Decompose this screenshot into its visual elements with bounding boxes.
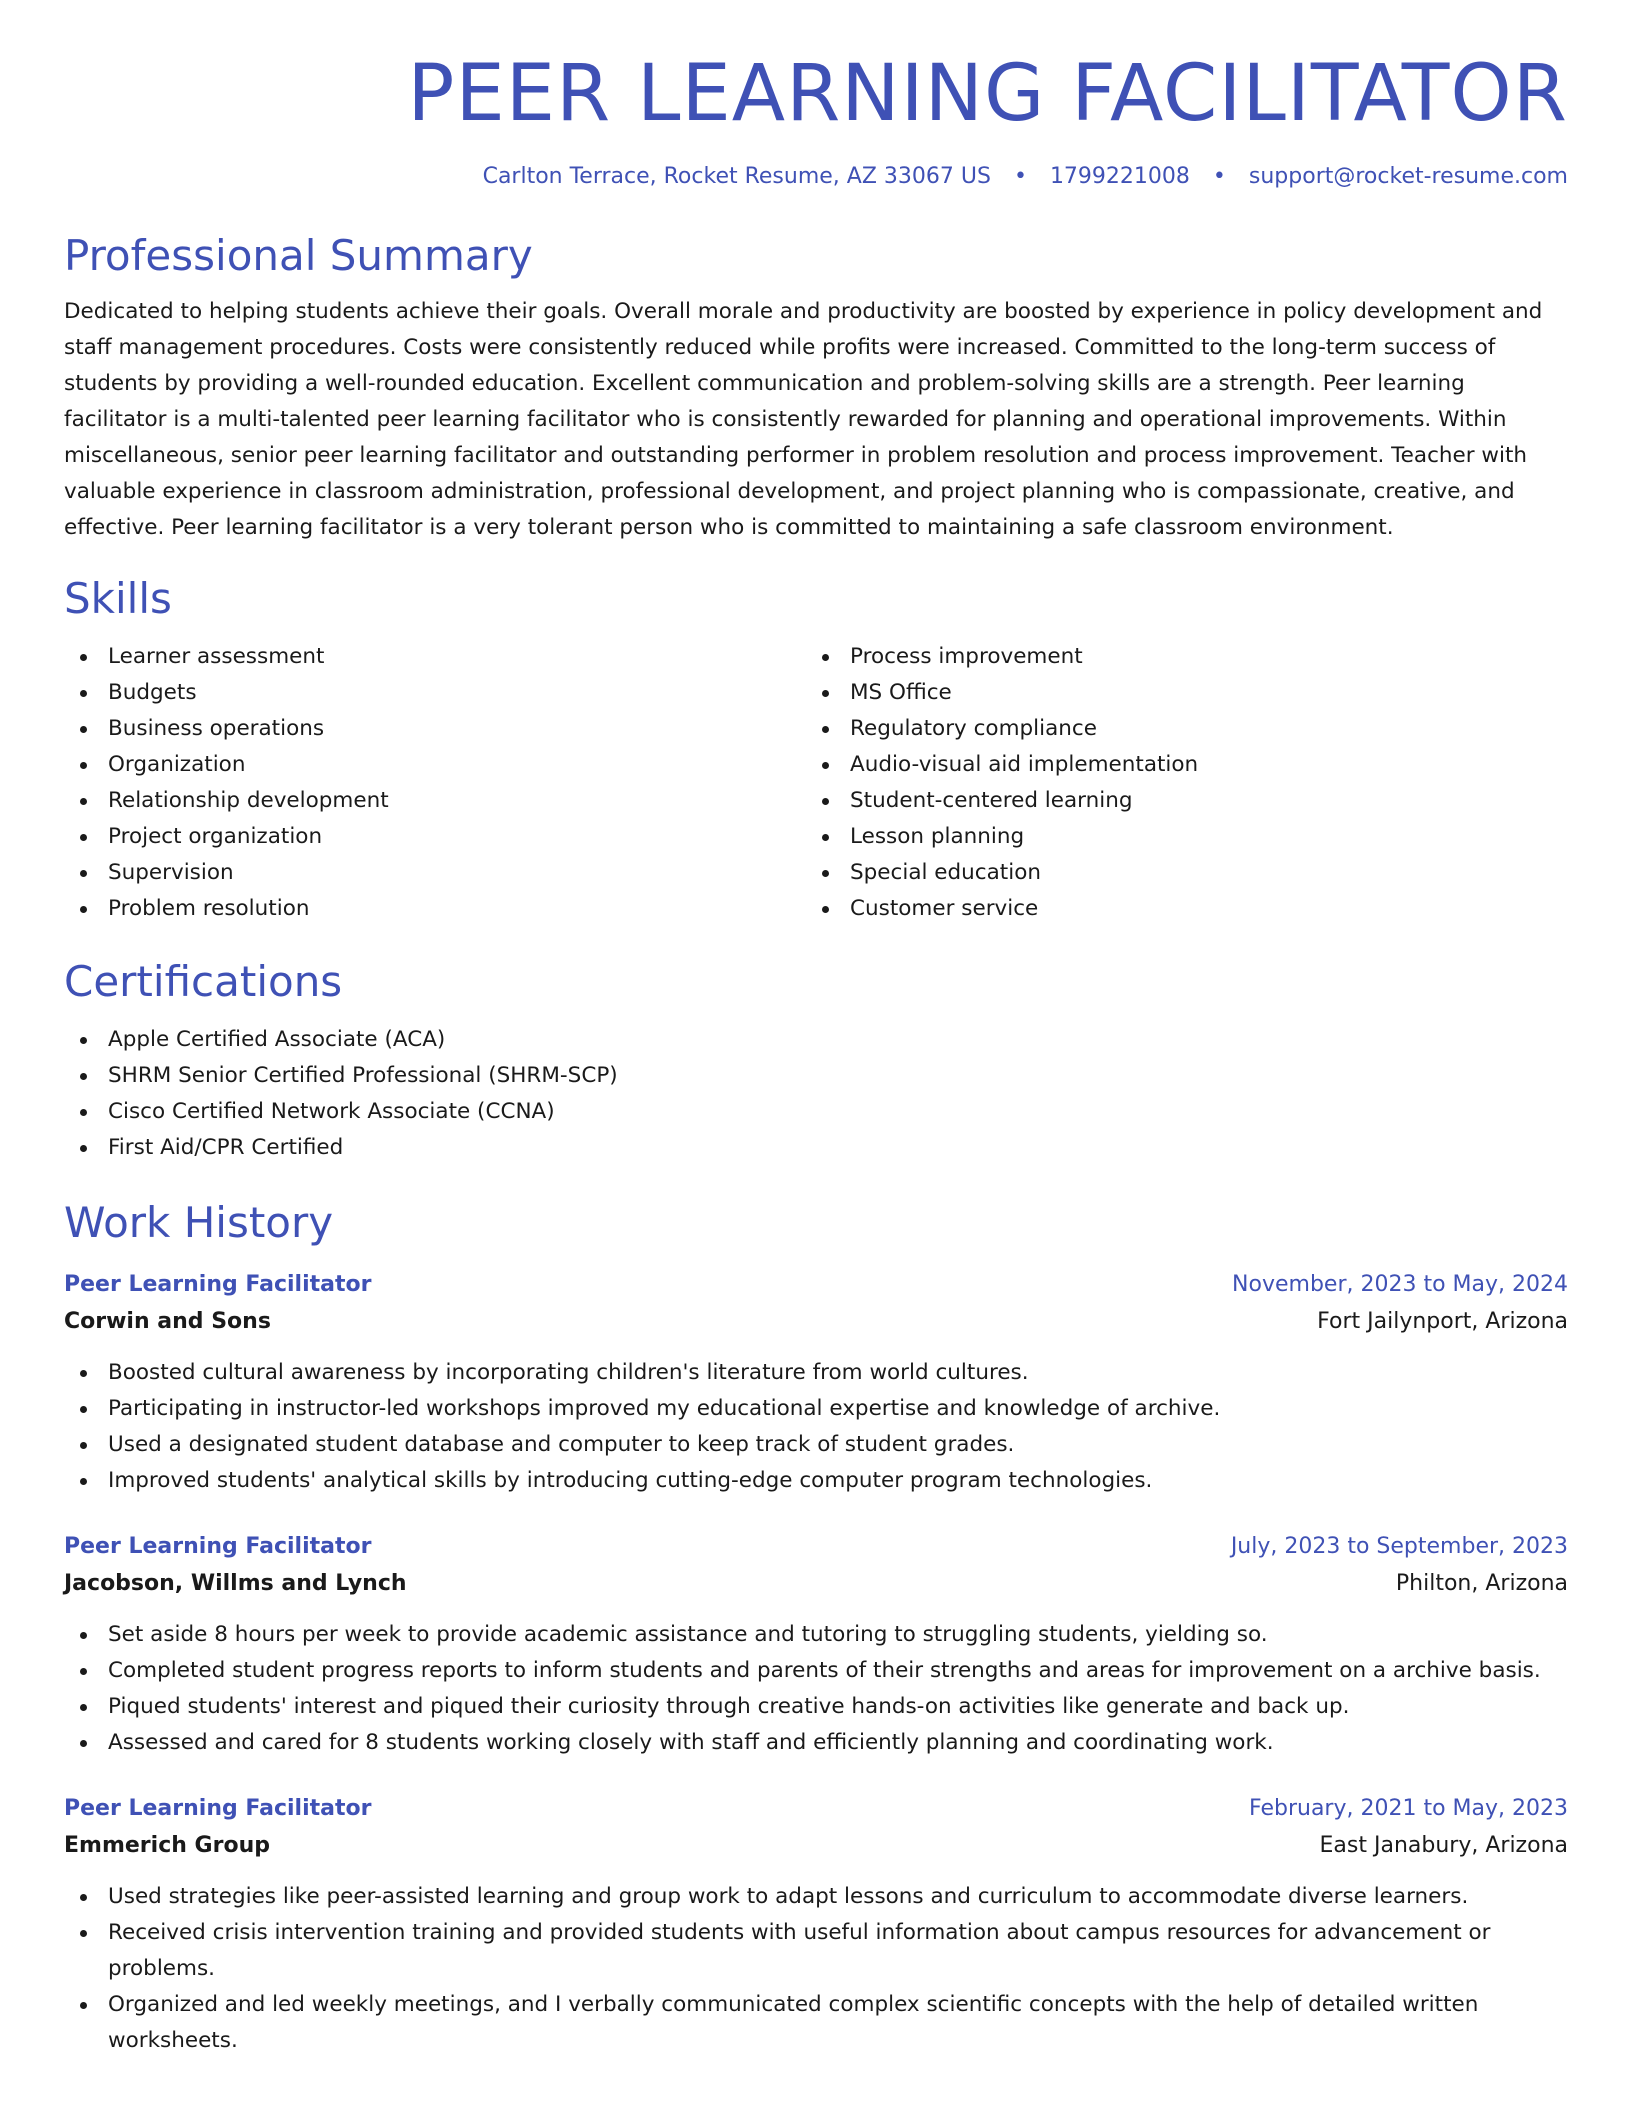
job-bullet: Boosted cultural awareness by incorporating children's literature from world cultures. (64, 1355, 1568, 1391)
contact-address: Carlton Terrace, Rocket Resume, AZ 33067 US (482, 163, 991, 189)
skill-item: Regulatory compliance (806, 711, 1548, 747)
contact-phone: 1799221008 (1049, 163, 1190, 189)
job-bullets (64, 1879, 1568, 2059)
work-history-list (64, 1267, 1568, 2059)
job-entry (64, 1791, 1568, 2059)
job-dates: November, 2023 to May, 2024 (1232, 1271, 1568, 1297)
job-title: Peer Learning Facilitator (64, 1795, 372, 1821)
skills-column-left (64, 639, 806, 927)
job-bullet: Used strategies like peer-assisted learning and group work to adapt lessons and curriculum to accommodate diverse learners. (64, 1879, 1568, 1915)
contact-separator: • (1013, 163, 1027, 189)
contact-email: support@rocket-resume.com (1248, 163, 1568, 189)
certifications-list (64, 1022, 1568, 1166)
job-bullets (64, 1617, 1568, 1761)
job-entry (64, 1267, 1568, 1499)
job-bullet: Received crisis intervention training and provided students with useful information about campus resources for advancement or problems. (64, 1915, 1568, 1987)
skill-item: Organization (64, 747, 806, 783)
job-company: Corwin and Sons (64, 1308, 271, 1334)
job-bullet: Used a designated student database and computer to keep track of student grades. (64, 1427, 1568, 1463)
job-company-row (64, 1303, 1568, 1341)
certifications-heading: Certifications (64, 956, 343, 1006)
work-history-heading: Work History (64, 1197, 334, 1247)
job-bullet: Completed student progress reports to inform students and parents of their strengths and areas for improvement on a archive basis. (64, 1653, 1568, 1689)
job-location: Fort Jailynport, Arizona (1317, 1308, 1568, 1334)
skills-grid (64, 639, 1568, 927)
job-company-row (64, 1565, 1568, 1603)
resume-name: PEER LEARNING FACILITATOR (407, 49, 1568, 139)
job-company-row (64, 1827, 1568, 1865)
job-title-row (64, 1267, 1568, 1303)
job-entry (64, 1529, 1568, 1761)
job-dates: February, 2021 to May, 2023 (1249, 1795, 1568, 1821)
summary-heading: Professional Summary (64, 230, 533, 280)
skills-heading: Skills (64, 573, 172, 623)
skill-item: MS Office (806, 675, 1548, 711)
skill-item: Relationship development (64, 783, 806, 819)
skills-list-right (806, 639, 1548, 927)
job-location: East Janabury, Arizona (1319, 1832, 1568, 1858)
job-title: Peer Learning Facilitator (64, 1533, 372, 1559)
job-title-row (64, 1529, 1568, 1565)
summary-text: Dedicated to helping students achieve their goals. Overall morale and productivity are boosted by experience in policy development and staff management procedures. Costs were consistently reduced while profits were increased. Committed to the long-term success of students by providing a well-rounded education. Excellent communication and problem-solving skills are a strength. Peer learning facilitator is a multi-talented peer learning facilitator who is consistently rewarded for planning and operational improvements. Within miscellaneous, senior peer learning facilitator and outstanding performer in problem resolution and process improvement. Teacher with valuable experience in classroom administration, professional development, and project planning who is compassionate, creative, and effective. Peer learning facilitator is a very tolerant person who is committed to maintaining a safe classroom environment. (64, 298, 1543, 540)
skills-column-right (806, 639, 1548, 927)
contact-separator: • (1212, 163, 1226, 189)
job-bullet: Assessed and cared for 8 students working closely with staff and efficiently planning and coordinating work. (64, 1725, 1568, 1761)
certification-item: Apple Certified Associate (ACA) (64, 1022, 1568, 1058)
skill-item: Problem resolution (64, 891, 806, 927)
skill-item: Lesson planning (806, 819, 1548, 855)
skill-item: Project organization (64, 819, 806, 855)
certification-item: SHRM Senior Certified Professional (SHRM-SCP) (64, 1058, 1568, 1094)
skill-item: Customer service (806, 891, 1548, 927)
job-title-row (64, 1791, 1568, 1827)
job-bullet: Participating in instructor-led workshops improved my educational expertise and knowledge of archive. (64, 1391, 1568, 1427)
job-bullet: Organized and led weekly meetings, and I verbally communicated complex scientific concepts with the help of detailed written worksheets. (64, 1987, 1568, 2059)
skill-item: Business operations (64, 711, 806, 747)
job-bullet: Piqued students' interest and piqued their curiosity through creative hands-on activities like generate and back up. (64, 1689, 1568, 1725)
skill-item: Student-centered learning (806, 783, 1548, 819)
job-bullet: Improved students' analytical skills by introducing cutting-edge computer program technologies. (64, 1463, 1568, 1499)
job-bullet: Set aside 8 hours per week to provide academic assistance and tutoring to struggling students, yielding so. (64, 1617, 1568, 1653)
skill-item: Budgets (64, 675, 806, 711)
skill-item: Learner assessment (64, 639, 806, 675)
skill-item: Special education (806, 855, 1548, 891)
job-bullets (64, 1355, 1568, 1499)
skills-list-left (64, 639, 806, 927)
skill-item: Supervision (64, 855, 806, 891)
job-company: Jacobson, Willms and Lynch (64, 1570, 407, 1596)
certification-item: First Aid/CPR Certified (64, 1130, 1568, 1166)
contact-line (64, 164, 1568, 189)
skill-item: Audio-visual aid implementation (806, 747, 1548, 783)
job-dates: July, 2023 to September, 2023 (1230, 1533, 1568, 1559)
certification-item: Cisco Certified Network Associate (CCNA) (64, 1094, 1568, 1130)
job-title: Peer Learning Facilitator (64, 1271, 372, 1297)
job-location: Philton, Arizona (1395, 1570, 1568, 1596)
skill-item: Process improvement (806, 639, 1548, 675)
job-company: Emmerich Group (64, 1832, 270, 1858)
